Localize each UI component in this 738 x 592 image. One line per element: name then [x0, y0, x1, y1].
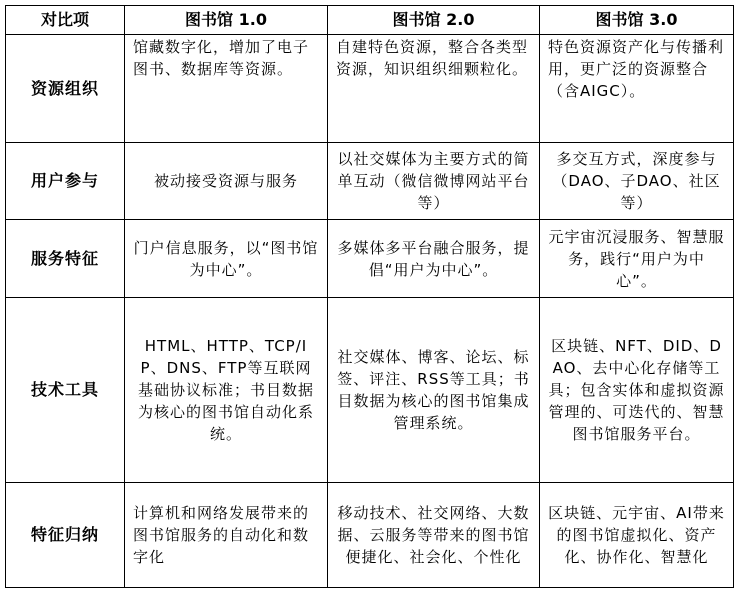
- cell-lib3: 特色资源资产化与传播利用，更广泛的资源整合（含AIGC）。: [540, 35, 734, 143]
- table-row: [6, 143, 734, 220]
- table-row: [6, 35, 734, 143]
- row-label-user-participation: 用户参与: [6, 143, 125, 220]
- table-row: [6, 220, 734, 298]
- cell-lib1: 被动接受资源与服务: [125, 143, 328, 220]
- cell-lib2: 以社交媒体为主要方式的简单互动（微信微博网站平台等）: [328, 143, 540, 220]
- cell-lib2: 多媒体多平台融合服务，提倡“用户为中心”。: [328, 220, 540, 298]
- cell-lib1: 门户信息服务，以“图书馆为中心”。: [125, 220, 328, 298]
- cell-lib3: 多交互方式，深度参与（DAO、子DAO、社区等）: [540, 143, 734, 220]
- library-comparison-table: [5, 5, 734, 588]
- cell-lib1: HTML、HTTP、TCP/IP、DNS、FTP等互联网基础协议标准；书目数据为核心的图书馆自动化系统。: [125, 298, 328, 483]
- header-library-2: 图书馆 2.0: [328, 6, 540, 35]
- header-library-1: 图书馆 1.0: [125, 6, 328, 35]
- row-label-technical-tools: 技术工具: [6, 298, 125, 483]
- cell-lib2: 移动技术、社交网络、大数据、云服务等带来的图书馆便捷化、社会化、个性化: [328, 483, 540, 588]
- table-row: [6, 298, 734, 483]
- header-library-3: 图书馆 3.0: [540, 6, 734, 35]
- row-label-service-features: 服务特征: [6, 220, 125, 298]
- row-label-resource-organization: 资源组织: [6, 35, 125, 143]
- cell-lib3: 区块链、NFT、DID、DAO、去中心化存储等工具；包含实体和虚拟资源管理的、可迭代的、智慧图书馆服务平台。: [540, 298, 734, 483]
- cell-lib1: 计算机和网络发展带来的图书馆服务的自动化和数字化: [125, 483, 328, 588]
- cell-lib3: 区块链、元宇宙、AI带来的图书馆虚拟化、资产化、协作化、智慧化: [540, 483, 734, 588]
- cell-lib2: 自建特色资源，整合各类型资源，知识组织细颗粒化。: [328, 35, 540, 143]
- comparison-table-container: [5, 5, 733, 587]
- cell-lib3: 元宇宙沉浸服务、智慧服务，践行“用户为中心”。: [540, 220, 734, 298]
- cell-lib2: 社交媒体、博客、论坛、标签、评注、RSS等工具；书目数据为核心的图书馆集成管理系统。: [328, 298, 540, 483]
- header-compare-item: 对比项: [6, 6, 125, 35]
- row-label-feature-summary: 特征归纳: [6, 483, 125, 588]
- table-row: [6, 483, 734, 588]
- header-row: [6, 6, 734, 35]
- cell-lib1: 馆藏数字化，增加了电子图书、数据库等资源。: [125, 35, 328, 143]
